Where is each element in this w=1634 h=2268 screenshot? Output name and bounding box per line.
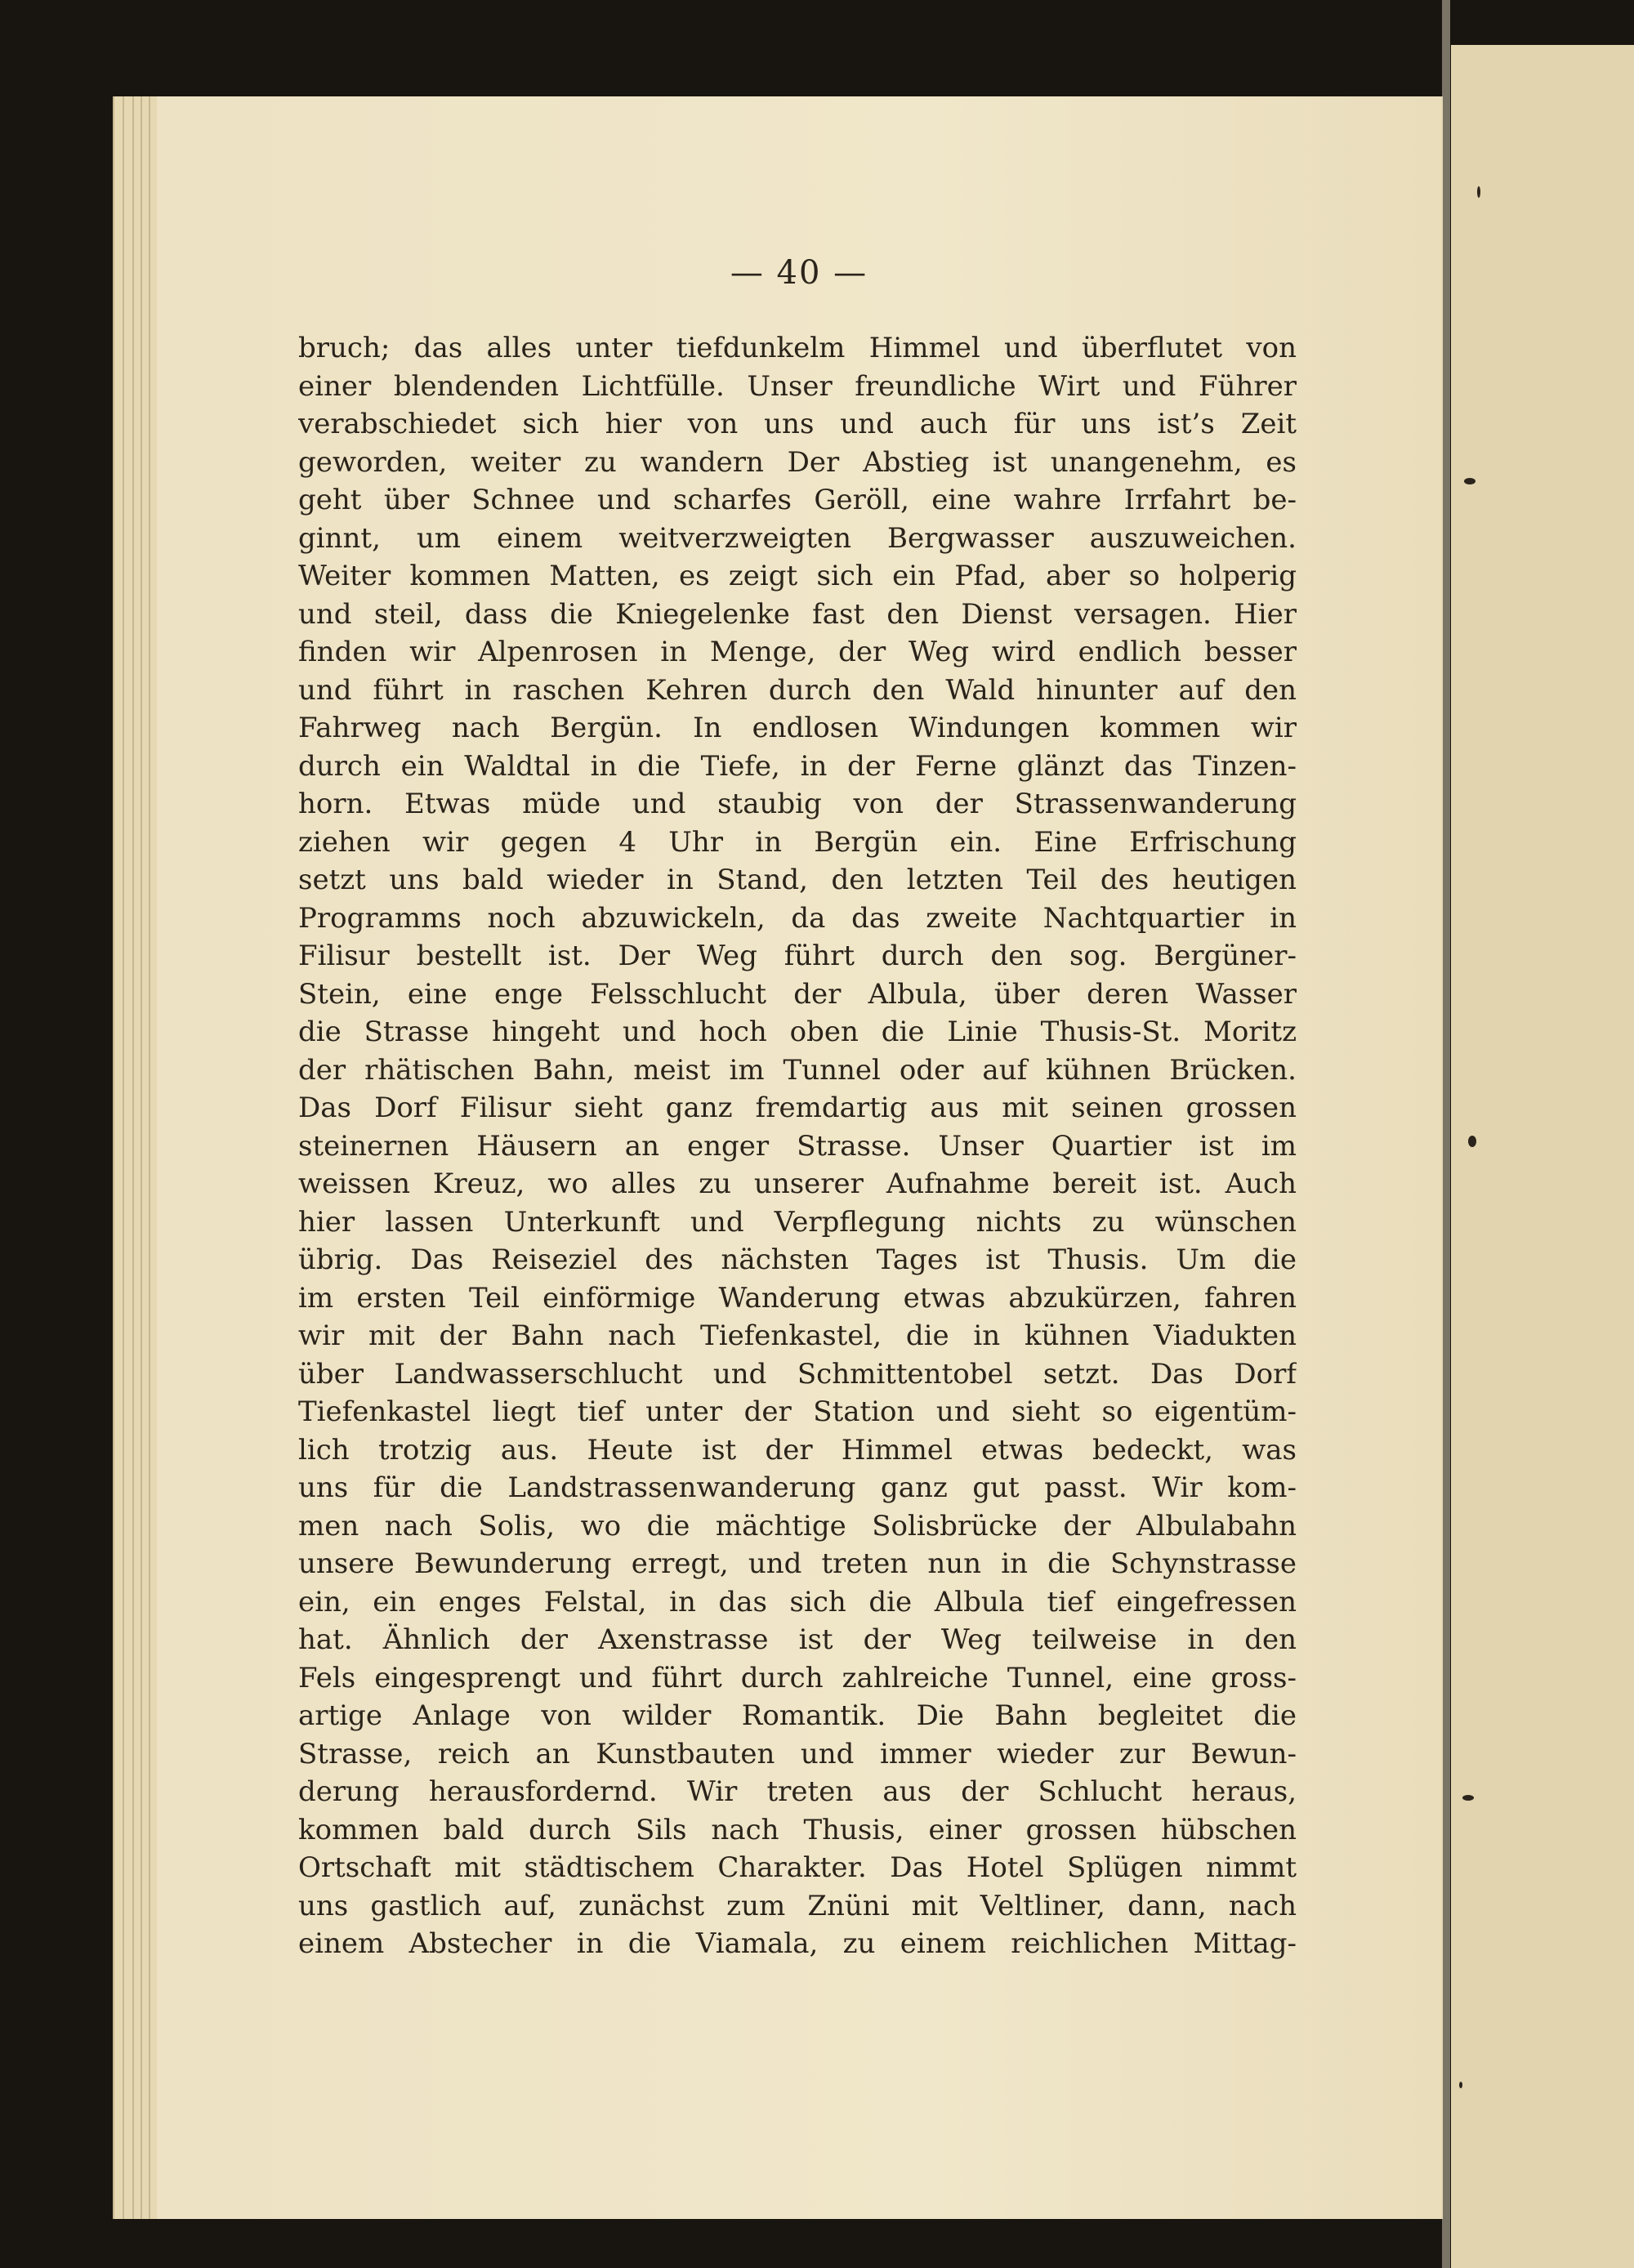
text-line: Ortschaft mit städtischem Charakter. Das Hotel Splügen nimmt bbox=[298, 1851, 1297, 1884]
text-line: über Landwasserschlucht und Schmittentobel setzt. Das Dorf bbox=[298, 1357, 1297, 1391]
text-line: Stein, eine enge Felsschlucht der Albula, über deren Wasser bbox=[298, 977, 1297, 1011]
text-line: ginnt, um einem weitverzweigten Bergwasser auszuweichen. bbox=[298, 521, 1297, 555]
text-line: steinernen Häusern an enger Strasse. Unser Quartier ist im bbox=[298, 1129, 1297, 1163]
text-line: und steil, dass die Kniegelenke fast den Dienst versagen. Hier bbox=[298, 597, 1297, 631]
text-line: ziehen wir gegen 4 Uhr in Bergün ein. Eine Erfrischung bbox=[298, 825, 1297, 859]
dust-speck bbox=[1462, 1795, 1474, 1801]
text-line: Fahrweg nach Bergün. In endlosen Windungen kommen wir bbox=[298, 712, 1297, 744]
text-line: uns gastlich auf, zunächst zum Znüni mit Veltliner, dann, nach bbox=[298, 1889, 1297, 1922]
text-line: weissen Kreuz, wo alles zu unserer Aufnahme bereit ist. Auch bbox=[298, 1167, 1297, 1200]
text-line: Programms noch abzuwickeln, da das zweite Nachtquartier in bbox=[298, 901, 1297, 935]
text-line: ein, ein enges Felstal, in das sich die Albula tief eingefressen bbox=[298, 1585, 1297, 1618]
dust-speck bbox=[1477, 186, 1480, 198]
book-page bbox=[157, 96, 1441, 2219]
text-line: und führt in raschen Kehren durch den Wald hinunter auf den bbox=[298, 673, 1297, 707]
text-line: lich trotzig aus. Heute ist der Himmel etwas bedeckt, was bbox=[298, 1433, 1297, 1467]
text-line: wir mit der Bahn nach Tiefenkastel, die in kühnen Viadukten bbox=[298, 1319, 1297, 1352]
text-line: im ersten Teil einförmige Wanderung etwas abzukürzen, fahren bbox=[298, 1281, 1297, 1315]
dust-speck bbox=[1468, 1136, 1476, 1147]
text-line: horn. Etwas müde und staubig von der Strassenwanderung bbox=[298, 788, 1297, 820]
text-line: verabschiedet sich hier von uns und auch für uns ist’s Zeit bbox=[298, 408, 1297, 440]
text-line: uns für die Landstrassenwanderung ganz gut passt. Wir kom- bbox=[298, 1471, 1297, 1504]
text-line: Tiefenkastel liegt tief unter der Station und sieht so eigentüm- bbox=[298, 1395, 1297, 1428]
text-line: unsere Bewunderung erregt, und treten nun in die Schynstrasse bbox=[298, 1547, 1297, 1580]
text-line: derung herausfordernd. Wir treten aus der Schlucht heraus, bbox=[298, 1775, 1297, 1808]
page-gutter bbox=[1442, 0, 1450, 2268]
text-line: hat. Ähnlich der Axenstrasse ist der Weg teilweise in den bbox=[298, 1623, 1297, 1656]
text-line: übrig. Das Reiseziel des nächsten Tages ist Thusis. Um die bbox=[298, 1243, 1297, 1276]
dust-speck bbox=[1459, 2082, 1462, 2088]
text-line: die Strasse hingeht und hoch oben die Linie Thusis-St. Moritz bbox=[298, 1016, 1297, 1048]
text-line: artige Anlage von wilder Romantik. Die Bahn begleitet die bbox=[298, 1699, 1297, 1732]
dust-speck bbox=[1464, 478, 1476, 484]
text-line: men nach Solis, wo die mächtige Solisbrücke der Albulabahn bbox=[298, 1509, 1297, 1543]
text-line: Strasse, reich an Kunstbauten und immer wieder zur Bewun- bbox=[298, 1737, 1297, 1770]
text-line: einer blendenden Lichtfülle. Unser freundliche Wirt und Führer bbox=[298, 369, 1297, 403]
text-line: kommen bald durch Sils nach Thusis, einer grossen hübschen bbox=[298, 1813, 1297, 1846]
text-line: hier lassen Unterkunft und Verpflegung nichts zu wünschen bbox=[298, 1205, 1297, 1239]
text-line: Filisur bestellt ist. Der Weg führt durch den sog. Bergüner- bbox=[298, 940, 1297, 972]
text-line: bruch; das alles unter tiefdunkelm Himmel und überflutet von bbox=[298, 332, 1297, 364]
text-line: geworden, weiter zu wandern Der Abstieg ist unangenehm, es bbox=[298, 445, 1297, 479]
text-line: finden wir Alpenrosen in Menge, der Weg wird endlich besser bbox=[298, 636, 1297, 668]
text-line: Fels eingesprengt und führt durch zahlreiche Tunnel, eine gross- bbox=[298, 1661, 1297, 1694]
text-line: setzt uns bald wieder in Stand, den letzten Teil des heutigen bbox=[298, 864, 1297, 896]
text-line: einem Abstecher in die Viamala, zu einem reichlichen Mittag- bbox=[298, 1927, 1297, 1960]
text-line: der rhätischen Bahn, meist im Tunnel oder auf kühnen Brücken. bbox=[298, 1053, 1297, 1087]
text-line: Weiter kommen Matten, es zeigt sich ein Pfad, aber so holperig bbox=[298, 560, 1297, 592]
body-text bbox=[298, 329, 1297, 1963]
text-line: Das Dorf Filisur sieht ganz fremdartig aus mit seinen grossen bbox=[298, 1092, 1297, 1124]
text-line: durch ein Waldtal in die Tiefe, in der Ferne glänzt das Tinzen- bbox=[298, 749, 1297, 783]
text-line: geht über Schnee und scharfes Geröll, eine wahre Irrfahrt be- bbox=[298, 484, 1297, 516]
facing-page-edge bbox=[1451, 45, 1634, 2268]
page-number: — 40 — bbox=[730, 254, 868, 292]
